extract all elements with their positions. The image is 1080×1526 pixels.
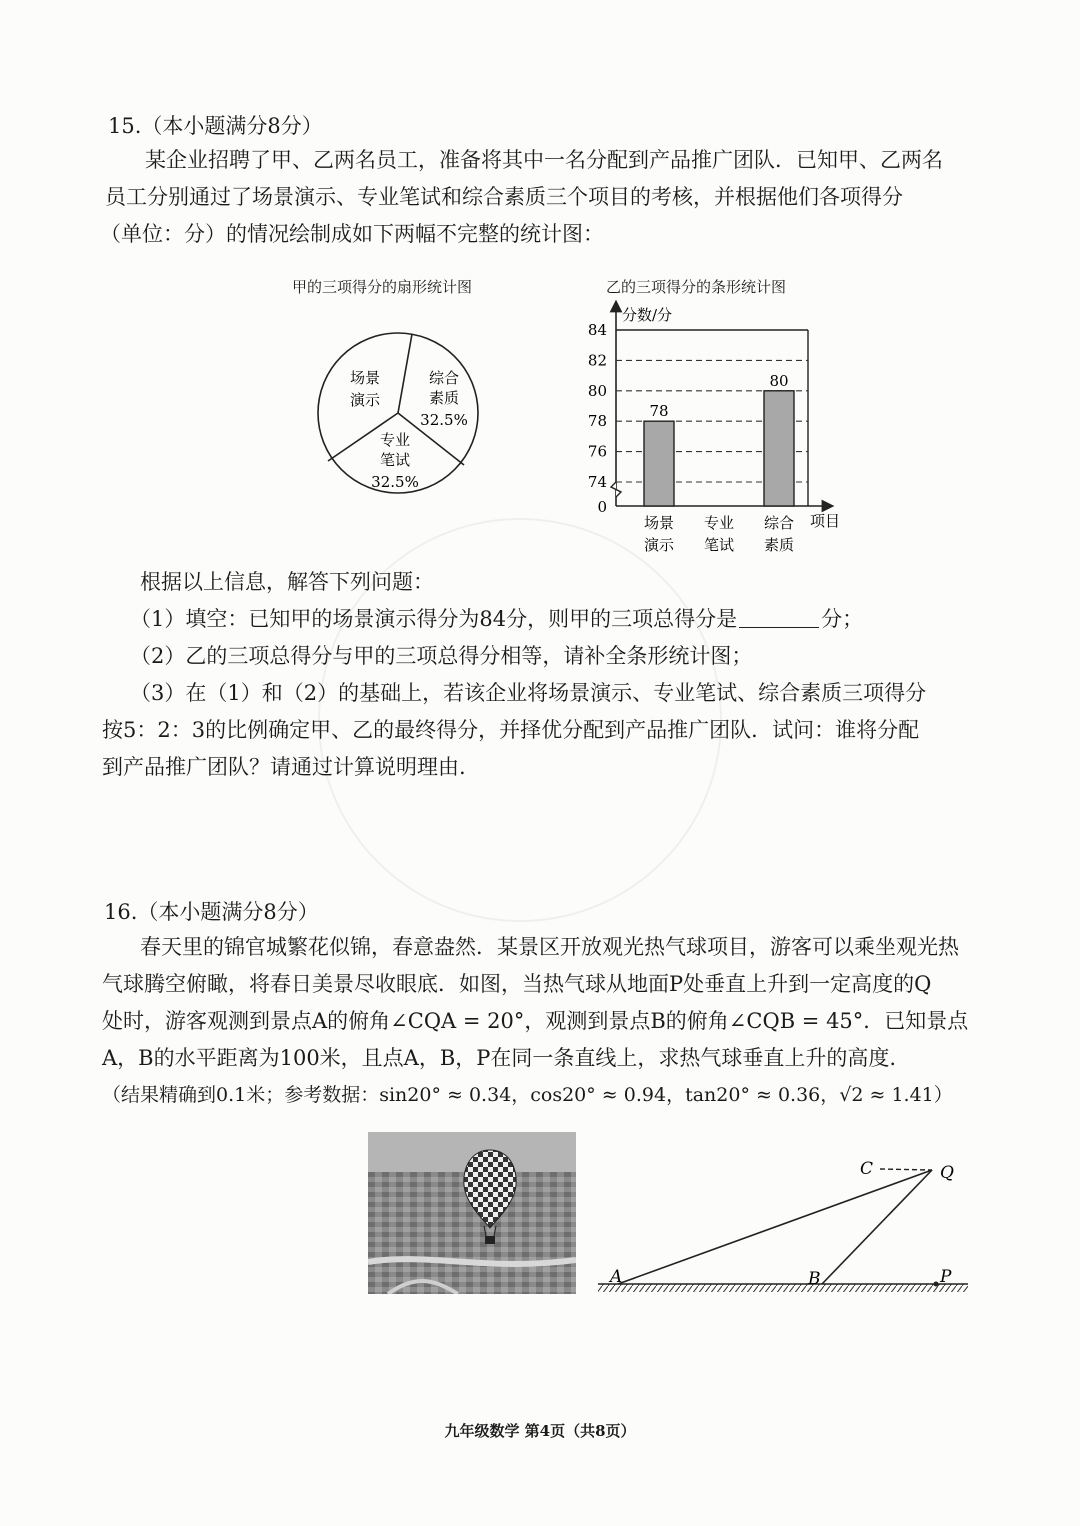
label-A: A bbox=[610, 1267, 623, 1287]
y-axis-label: 分数/分 bbox=[622, 306, 673, 324]
balloon-photo bbox=[368, 1132, 576, 1294]
y-tick-zero: 0 bbox=[597, 498, 607, 516]
axis-break bbox=[611, 482, 621, 497]
pie-label-written-2: 笔试 bbox=[379, 451, 411, 469]
bar-value-scene: 78 bbox=[649, 402, 669, 421]
label-B: B bbox=[808, 1269, 821, 1289]
q15-intro-line-3: （单位：分）的情况绘制成如下两幅不完整的统计图： bbox=[100, 222, 604, 246]
bar-value-quality: 80 bbox=[769, 371, 789, 390]
pie-pct-quality: 32.5% bbox=[420, 411, 468, 429]
q16-line-3: 处时，游客观测到景点A的俯角∠CQA = 20°，观测到景点B的俯角∠CQB = 45°．已知景点 bbox=[102, 1009, 969, 1033]
q15-part1-text: （1）填空：已知甲的场景演示得分为84分，则甲的三项总得分是 bbox=[130, 607, 738, 631]
q15-part2: （2）乙的三项总得分与甲的三项总得分相等，请补全条形统计图； bbox=[130, 644, 753, 668]
x-axis-label: 项目 bbox=[810, 512, 841, 530]
label-P: P bbox=[940, 1267, 952, 1287]
cat-quality-2: 素质 bbox=[763, 536, 795, 554]
q15-part3-line-1: （3）在（1）和（2）的基础上，若该企业将场景演示、专业笔试、综合素质三项得分 bbox=[130, 681, 927, 705]
q15-part1-unit: 分； bbox=[821, 607, 864, 631]
pie-divider-top bbox=[398, 334, 412, 413]
ground-hatch bbox=[598, 1284, 968, 1292]
cat-quality-1: 综合 bbox=[763, 514, 795, 532]
q16-line-1: 春天里的锦官城繁花似锦，春意盎然．某景区开放观光热气球项目，游客可以乘坐观光热 bbox=[140, 935, 959, 959]
q16-title: 16.（本小题满分8分） bbox=[104, 900, 319, 924]
y-tick-74: 74 bbox=[587, 473, 607, 491]
page-footer: 九年级数学 第4页（共8页） bbox=[444, 1422, 636, 1440]
q15-intro-line-1: 某企业招聘了甲、乙两名员工，准备将其中一名分配到产品推广团队．已知甲、乙两名 bbox=[145, 148, 943, 172]
y-tick-84: 84 bbox=[587, 321, 607, 339]
bar-chart bbox=[576, 296, 866, 561]
label-Q: Q bbox=[940, 1163, 954, 1183]
pie-label-scene-2: 演示 bbox=[349, 391, 381, 409]
bar-scene bbox=[644, 421, 674, 506]
label-C: C bbox=[860, 1159, 874, 1179]
y-tick-80: 80 bbox=[587, 381, 607, 400]
pie-chart-title: 甲的三项得分的扇形统计图 bbox=[292, 278, 473, 296]
cat-written-1: 专业 bbox=[703, 514, 735, 532]
q15-title: 15.（本小题满分8分） bbox=[108, 114, 323, 138]
line-AQ bbox=[618, 1170, 932, 1284]
pie-label-quality-1: 综合 bbox=[428, 369, 460, 387]
q15-part3-line-3: 到产品推广团队？请通过计算说明理由. bbox=[102, 755, 466, 779]
line-BQ bbox=[822, 1170, 932, 1284]
pie-chart bbox=[300, 315, 500, 515]
q16-line-4: A，B的水平距离为100米，且点A，B，P在同一条直线上，求热气球垂直上升的高度. bbox=[102, 1046, 897, 1070]
bar-quality bbox=[764, 391, 794, 506]
y-tick-82: 82 bbox=[587, 351, 607, 370]
geometry-diagram bbox=[590, 1150, 980, 1300]
q15-lead: 根据以上信息，解答下列问题： bbox=[140, 570, 434, 594]
line-CQ bbox=[880, 1169, 932, 1170]
cat-scene-2: 演示 bbox=[643, 536, 675, 554]
q15-intro-line-2: 员工分别通过了场景演示、专业笔试和综合素质三个项目的考核，并根据他们各项得分 bbox=[105, 185, 903, 209]
cat-written-2: 笔试 bbox=[703, 536, 735, 554]
point-P bbox=[934, 1282, 939, 1287]
answer-blank[interactable] bbox=[739, 627, 819, 628]
pie-pct-written: 32.5% bbox=[371, 473, 419, 491]
q15-part3-line-2: 按5：2：3的比例确定甲、乙的最终得分，并择优分配到产品推广团队．试问：谁将分配 bbox=[102, 718, 920, 742]
pie-label-written-1: 专业 bbox=[379, 431, 411, 449]
pie-label-scene-1: 场景 bbox=[349, 369, 381, 387]
q16-line-2: 气球腾空俯瞰，将春日美景尽收眼底．如图，当热气球从地面P处垂直上升到一定高度的Q bbox=[102, 972, 932, 996]
y-tick-76: 76 bbox=[587, 442, 607, 461]
y-tick-78: 78 bbox=[587, 412, 607, 431]
pie-label-quality-2: 素质 bbox=[428, 389, 460, 407]
q16-line-5: （结果精确到0.1米；参考数据：sin20° ≈ 0.34，cos20° ≈ 0.94，tan20° ≈ 0.36，√2 ≈ 1.41） bbox=[102, 1084, 953, 1106]
bar-chart-title: 乙的三项得分的条形统计图 bbox=[606, 278, 787, 296]
cat-scene-1: 场景 bbox=[643, 514, 675, 532]
q15-part1 bbox=[130, 601, 863, 638]
